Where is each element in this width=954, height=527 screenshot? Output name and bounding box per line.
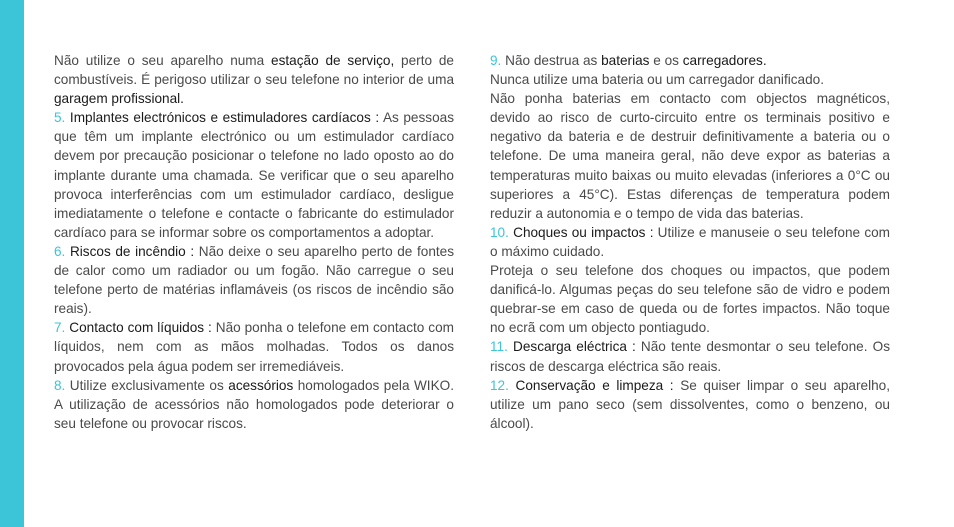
section-number: 6. [54,243,66,259]
section-7 [54,318,454,375]
section-9 [490,51,890,70]
section-title: Choques ou impactos : [513,224,654,240]
section-title: Riscos de incêndio : [69,243,195,259]
section-body: Não deixe o seu aparelho perto de fontes de calor como um radiador ou um fogão. Não carregue o seu telefone perto de matérias inflamáveis (os riscos de incêndio são reais). [54,243,455,317]
section-9-line-2: Nunca utilize uma bateria ou um carregador danificado. [490,72,824,88]
section-number: 5. [54,110,66,126]
section-body: Se quiser limpar o seu aparelho, utilize um pano seco (sem dissolventes, como o benzeno, ou álcool). [490,377,891,431]
section-body: Utilize e manuseie o seu telefone com o máximo cuidado. [490,224,890,259]
section-title: Implantes electrónicos e estimuladores cardíacos : [69,110,380,126]
intro-text-2: perto de combustíveis. É perigoso utilizar o seu telefone no interior de uma [54,53,454,88]
section-10-body-2: Proteja o seu telefone dos choques ou impactos, que podem danificá-lo. Algumas peças do seu telefone são de vidro e podem quebrar-se em caso de queda ou de fortes impactos. Não toque no ecrã com um objecto pontiagudo. [490,263,890,336]
accent-side-bar [0,0,24,527]
section-title: Contacto com líquidos : [69,320,212,336]
section-body: Não destrua as [501,53,602,68]
section-number: 12. [490,377,509,393]
section-12 [490,376,890,433]
keyword-garage: garagem profissional. [54,91,184,107]
keyword-service-station: estação de serviço, [271,53,395,68]
keyword-chargers: carregadores. [682,53,767,68]
intro-text: Não utilize o seu aparelho numa [54,53,272,68]
section-body: As pessoas que têm um implante electrónico ou um estimulador cardíaco devem por precaução posicionar o telefone no lado oposto ao do implante durante uma chamada. Se verificar que o seu aparelho provoca interferências com um estimulador cardíaco, desligue imediatamente o telefone e contacte o fabricante do estimulador cardíaco para se informar sobre os comportamentos a adoptar. [54,110,455,240]
keyword-batteries: baterias [601,53,650,68]
section-number: 9. [490,53,502,68]
section-10 [490,223,890,261]
keyword-accessories: acessórios [228,377,294,393]
section-body: Utilize exclusivamente os [65,377,229,393]
intro-paragraph [54,51,454,108]
section-body: Não tente desmontar o seu telefone. Os riscos de descarga eléctrica são reais. [490,339,890,374]
section-5 [54,108,454,242]
section-title: Conservação e limpeza : [515,377,674,393]
section-11 [490,337,890,375]
section-number: 11. [490,339,508,355]
section-6 [54,242,454,318]
right-column [490,51,890,433]
section-body-2: e os [649,53,683,68]
left-column [54,51,454,433]
section-9-line-3: Não ponha baterias em contacto com objectos magnéticos, devido ao risco de curto-circuito entre os terminais positivo e negativo da bateria e de destruir definitivamente a bateria ou o telefone. De uma maneira geral, não deve expor as baterias a temperaturas muito baixas ou muito elevadas (inferiores a 0°C ou superiores a 45°C). Estas diferenças de temperatura podem reduzir a autonomia e o tempo de vida das baterias. [490,91,890,221]
section-number: 8. [54,377,66,393]
section-body: Não ponha o telefone em contacto com líquidos, nem com as mãos molhadas. Todos os danos provocados pela água podem ser irremediáveis. [54,320,454,374]
section-number: 7. [54,320,66,336]
section-number: 10. [490,224,509,240]
section-title: Descarga eléctrica : [513,339,636,355]
section-body-2: homologados pela WIKO. A utilização de acessórios não homologados pode deteriorar o seu telefone ou provocar riscos. [54,377,454,431]
section-8 [54,376,454,433]
